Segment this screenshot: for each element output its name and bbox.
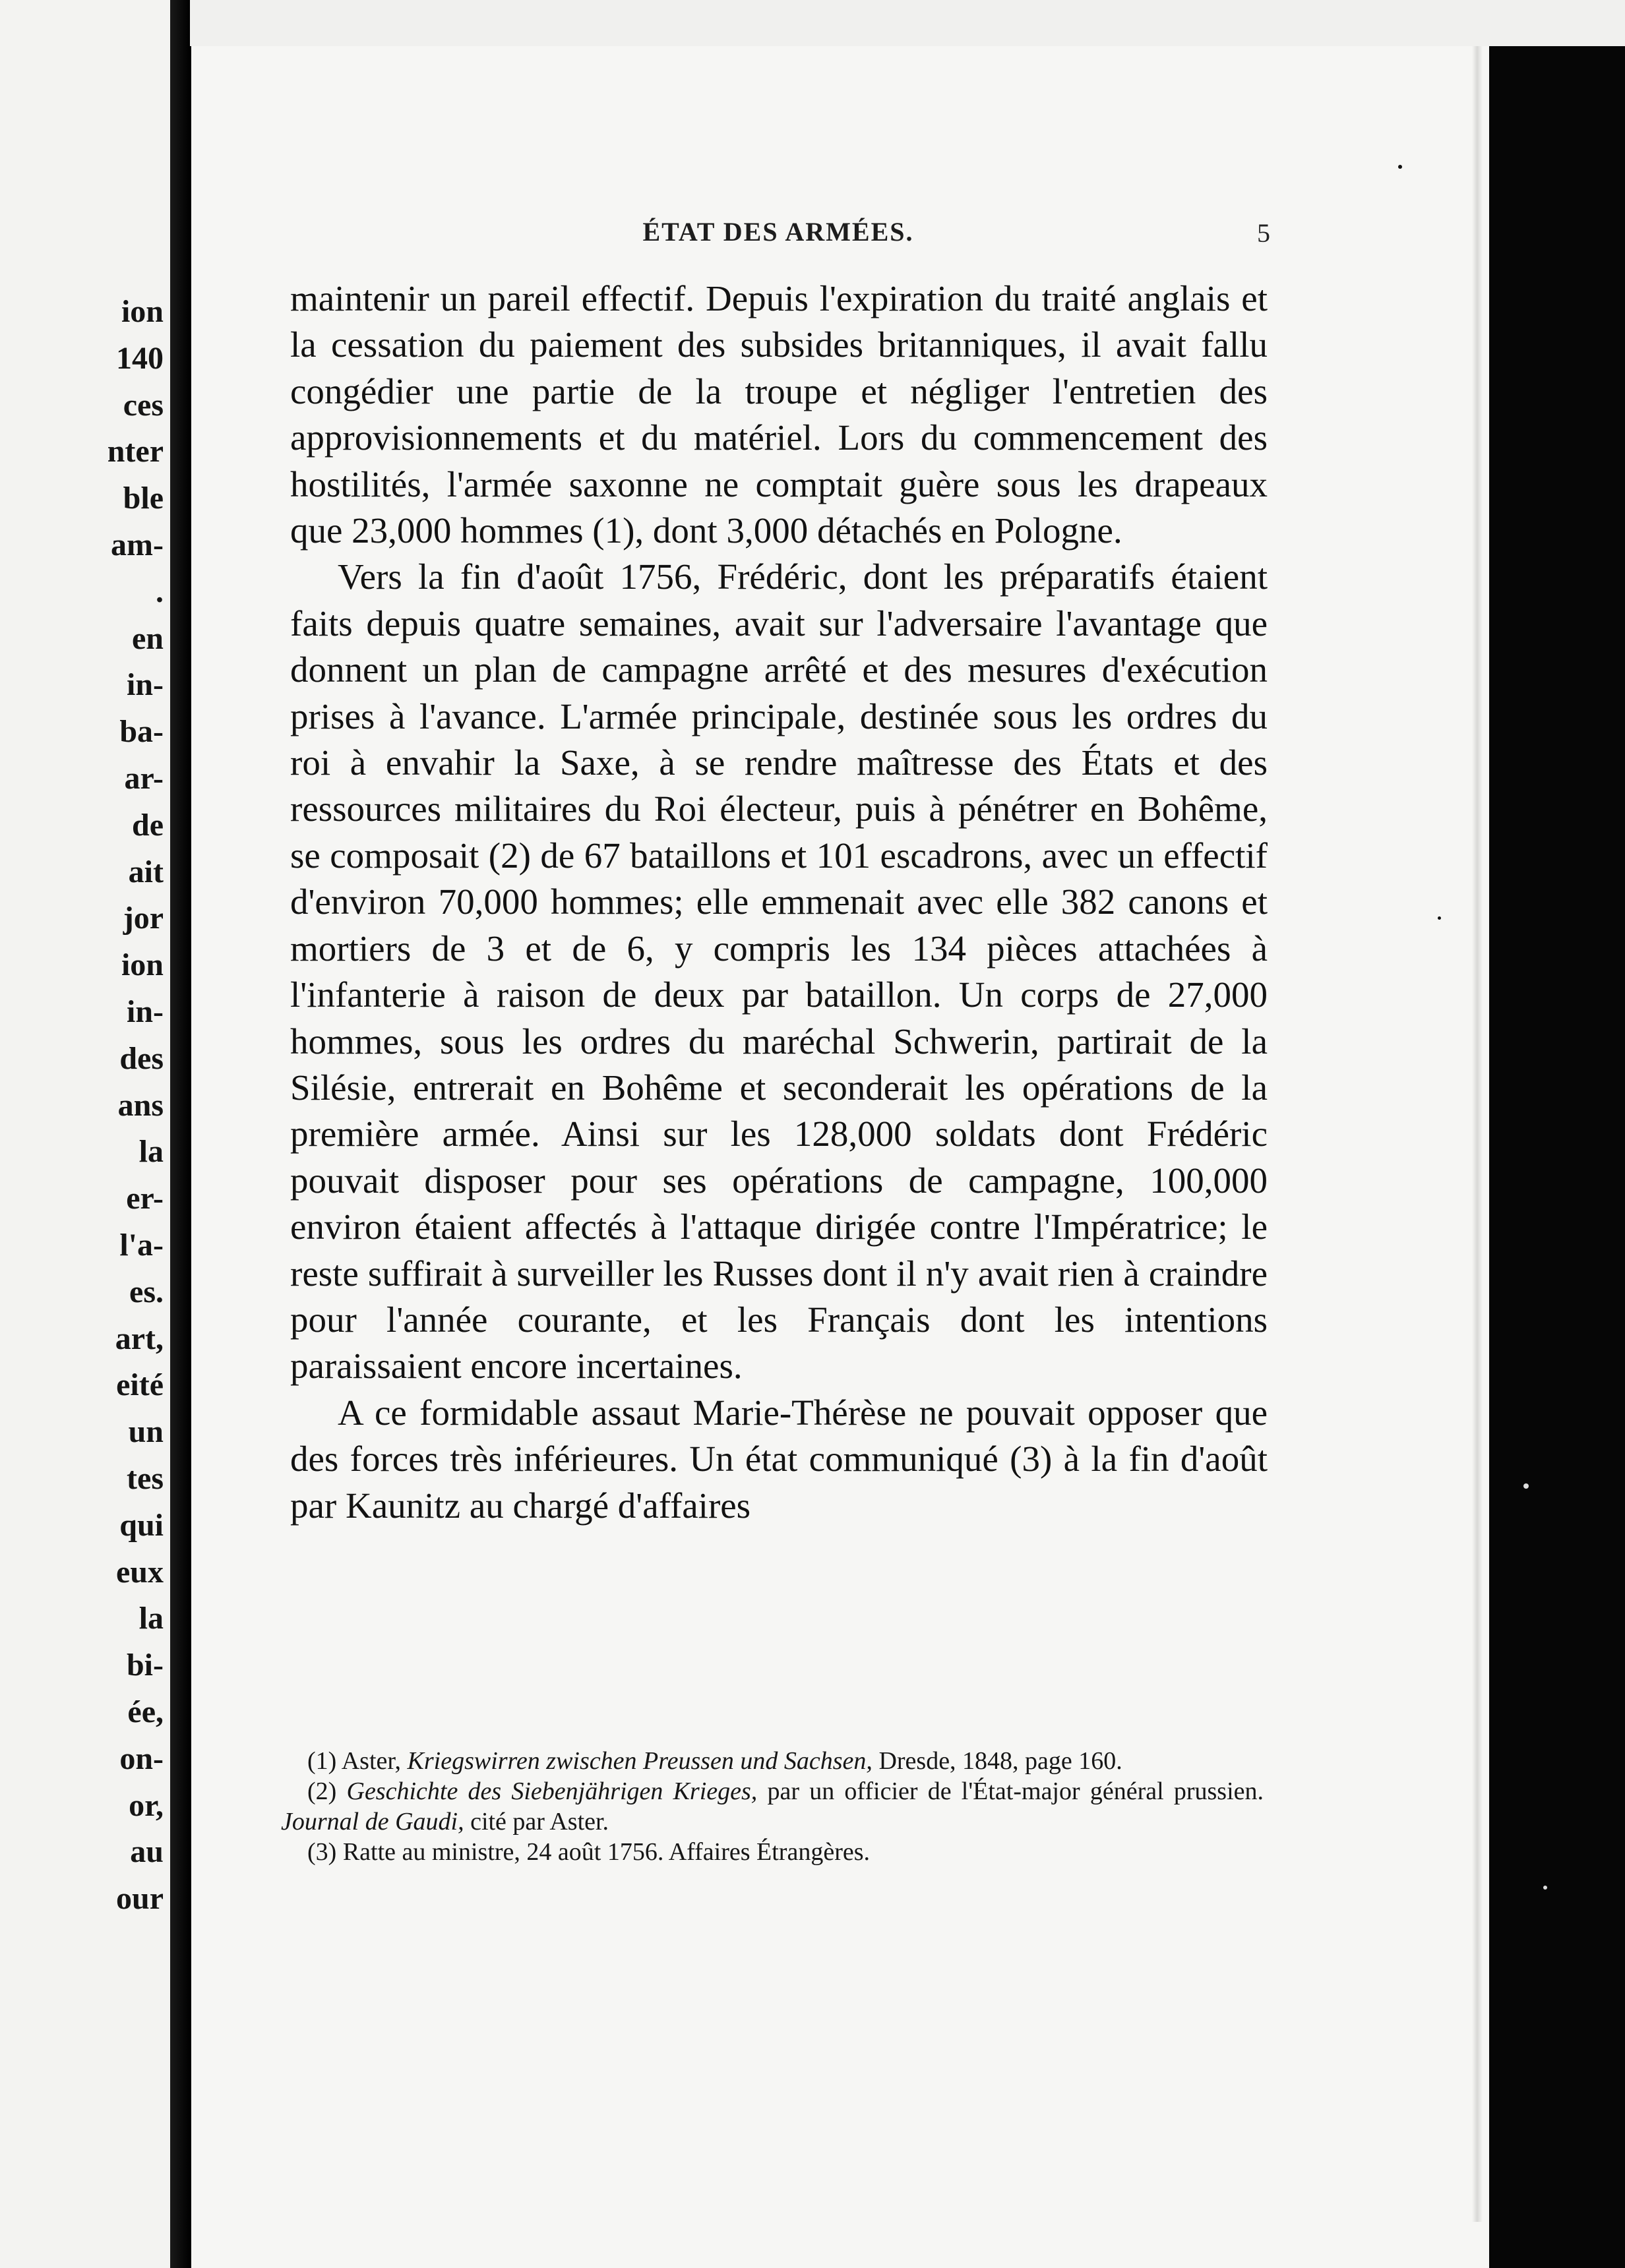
previous-page-fragment: es. (129, 1274, 164, 1309)
page-number: 5 (1257, 218, 1270, 248)
previous-page-fragment: ba- (119, 714, 164, 750)
previous-page-fragment: tes (127, 1460, 164, 1496)
previous-page-fragment: de (132, 807, 164, 843)
previous-page-fragment: ble (123, 481, 164, 516)
footnote-1 (281, 1746, 1264, 1776)
footnote-2 (281, 1776, 1264, 1837)
scan-border-right (1489, 46, 1625, 2268)
footnote-rest: cité par Aster. (470, 1808, 609, 1835)
paragraph: A ce formidable assaut Marie-Thérèse ne pouvait opposer que des forces très inférieures. Un état communiqué (3) à la fin d'août par Kaunitz au chargé d'affaires (290, 1392, 1268, 1526)
previous-page-fragment: la (138, 1601, 164, 1636)
previous-page-fragment: ée, (127, 1694, 164, 1729)
scan-speck (1523, 1483, 1529, 1489)
previous-page-fragment: l'a- (119, 1227, 164, 1263)
previous-page-fragment: ar- (124, 760, 164, 796)
body-text (290, 276, 1268, 1529)
previous-page-fragment: qui (119, 1507, 164, 1543)
previous-page-fragment: ait (128, 854, 164, 889)
previous-page-fragment: or, (129, 1787, 164, 1823)
footnote-middle: par un officier de l'État-major général prussien. (767, 1777, 1264, 1805)
previous-page-fragment: am- (111, 527, 164, 562)
running-title: ÉTAT DES ARMÉES. (642, 217, 914, 247)
previous-page-fragment: nter (107, 434, 164, 469)
page-top-band (190, 0, 1625, 46)
footnote-title: Geschichte des Siebenjährigen Krieges, (346, 1777, 758, 1805)
previous-page-fragment: ion (121, 947, 164, 983)
previous-page-fragment: in- (126, 994, 164, 1029)
previous-page-fragment: ces (123, 387, 164, 423)
scan-speck (1398, 165, 1402, 169)
previous-page-fragment: jor (123, 901, 164, 936)
previous-page-fragment: eux (116, 1554, 164, 1590)
previous-page-fragment: in- (126, 667, 164, 703)
previous-page-fragment: 140 (116, 340, 164, 376)
previous-page-fragment: un (128, 1414, 164, 1450)
gutter-shadow (170, 0, 190, 2268)
previous-page-fragments (107, 289, 164, 1923)
footnote-3 (281, 1837, 1264, 1867)
previous-page-fragment: ans (117, 1087, 164, 1123)
previous-page-fragment: bi- (126, 1648, 164, 1683)
paragraph: Vers la fin d'août 1756, Frédéric, dont les préparatifs étaient faits depuis quatre semaines, avait sur l'adversaire l'avantage que donnent un plan de campagne arrêté et des mesures d'exécution prises à l'avance. L'armée principale, destinée sous les ordres du roi à envahir la Saxe, à se rendre maîtresse des États et des ressources militaires du Roi électeur, puis à pénétrer en Bohême, se composait (2) de 67 bataillons et 101 escadrons, avec un effectif d'environ 70,000 hommes; elle emmenait avec elle 382 canons et mortiers de 3 et de 6, y compris les 134 pièces attachées à l'infanterie à raison de deux par bataillon. Un corps de 27,000 hommes, sous les ordres du maréchal Schwerin, partirait de la Silésie, entrerait en Bohême et seconderait les opérations de la première armée. Ainsi sur les 128,000 soldats dont Frédéric pouvait disposer pour ses opérations de campagne, 100,000 environ étaient affectés à l'attaque dirigée contre l'Impératrice; le reste suffirait à surveiller les Russes dont il n'y avait rien à craindre pour l'année courante, et les Français dont les intentions paraissaient encore incertaines. (290, 556, 1268, 1387)
previous-page-fragment: our (116, 1881, 164, 1917)
previous-page-fragment: des (119, 1040, 164, 1076)
footnote-marker: (3) (307, 1838, 337, 1866)
previous-page-fragment: art, (115, 1321, 164, 1356)
page-edge (1472, 46, 1483, 2222)
scan-speck (1543, 1886, 1547, 1890)
footnote-marker: (2) (307, 1777, 337, 1805)
previous-page-fragment: au (130, 1834, 164, 1870)
footnote-title: Kriegswirren zwischen Preussen und Sachsen, (407, 1747, 873, 1775)
scan-speck (1438, 916, 1441, 920)
previous-page-fragment: la (138, 1134, 164, 1170)
previous-page-sliver (0, 0, 170, 2268)
footnotes (281, 1746, 1264, 1867)
previous-page-fragment: er- (126, 1181, 164, 1216)
footnote-text: Ratte au ministre, 24 août 1756. Affaires Étrangères. (342, 1838, 870, 1866)
previous-page-fragment: ion (121, 294, 164, 329)
footnote-marker: (1) (307, 1747, 337, 1775)
paragraph: maintenir un pareil effectif. Depuis l'expiration du traité anglais et la cessation du paiement des subsides britanniques, il avait fallu congédier une partie de la troupe et négliger l'entretien des approvisionnements et du matériel. Lors du commencement des hostilités, l'armée saxonne ne comptait guère sous les drapeaux que 23,000 hommes (1), dont 3,000 détachés en Pologne. (290, 278, 1268, 551)
previous-page-fragment: . (156, 574, 164, 609)
previous-page-fragment: on- (119, 1741, 164, 1776)
footnote-rest: Dresde, 1848, page 160. (878, 1747, 1122, 1775)
previous-page-fragment: en (132, 620, 164, 656)
footnote-author: Aster, (341, 1747, 402, 1775)
footnote-journal: Journal de Gaudi, (281, 1808, 464, 1835)
previous-page-fragment: eité (116, 1367, 164, 1403)
